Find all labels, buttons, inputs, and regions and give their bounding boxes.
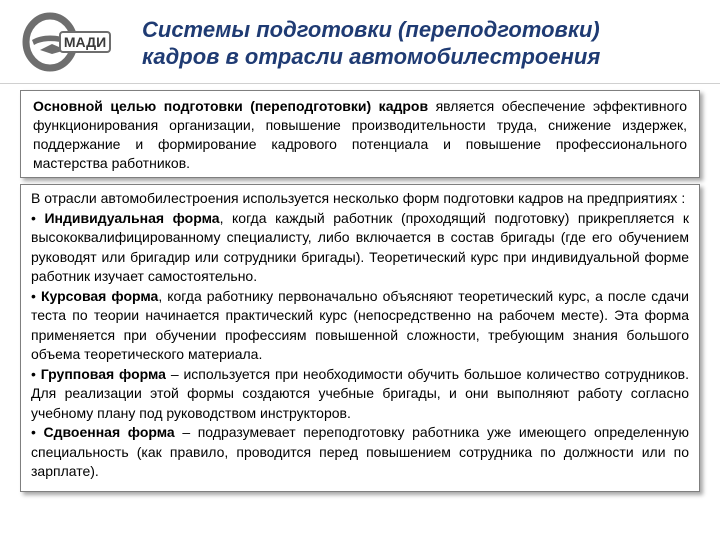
form-item-course	[31, 287, 689, 365]
bullet: •	[31, 209, 45, 226]
header-divider	[0, 83, 720, 84]
form-item-dual	[31, 423, 689, 482]
form-name: Курсовая форма	[40, 287, 159, 304]
madi-logo	[22, 10, 114, 74]
bullet: •	[31, 424, 44, 440]
title-line-1: Системы подготовки (переподготовки)	[142, 17, 600, 42]
form-name: Индивидуальная форма	[44, 209, 220, 226]
form-text: – используется при необходимости обучить большое количество сотрудников. Для реализации этой формы создаются учебные бригады, и они выполняют работу согласно учебному плану под руководством инструкторов.	[31, 365, 689, 421]
form-item-individual	[31, 209, 689, 287]
intro-box	[20, 90, 700, 178]
intro-paragraph	[33, 97, 687, 173]
bullet: •	[31, 365, 41, 382]
intro-lead: Основной целью подготовки (переподготовки) кадров	[33, 98, 429, 114]
form-text: , когда работнику первоначально объясняют теоретический курс, а после сдачи теста по теории начинается практический курс (непосредственно на рабочем месте). Эта форма применяется при обучении профессиям повышенной сложности, требующим знания большого объема теоретического материала.	[31, 287, 690, 362]
form-item-group	[31, 365, 689, 424]
intro-text: является обеспечение эффективного функционирования организации, повышение производительности труда, снижение издержек, поддержание и формирование кадрового потенциала и повышение профессионального мастерства работников.	[33, 98, 687, 171]
main-box	[20, 184, 700, 492]
madi-logo-icon	[22, 10, 114, 74]
page-title	[142, 16, 702, 70]
opening-paragraph: В отрасли автомобилестроения используется несколько форм подготовки кадров на предприятиях :	[31, 190, 686, 206]
title-line-2: кадров в отрасли автомобилестроения	[142, 44, 601, 69]
form-name: Групповая форма	[40, 365, 166, 382]
form-text: – подразумевает переподготовку работника уже имеющего определенную специальность (как правило, проводится перед повышением сотрудника по должности или по зарплате).	[31, 424, 689, 479]
form-text: , когда каждый работник (проходящий подготовку) прикрепляется к высококвалифицированному специалисту, либо включается в состав бригады (где его обучением руководят или бригадир или сотрудники бригады). Теоретический курс при индивидуальной форме работник изучает самостоятельно.	[31, 209, 689, 284]
logo-text: МАДИ	[63, 34, 107, 50]
form-name: Сдвоенная форма	[43, 424, 175, 440]
bullet: •	[31, 287, 41, 304]
